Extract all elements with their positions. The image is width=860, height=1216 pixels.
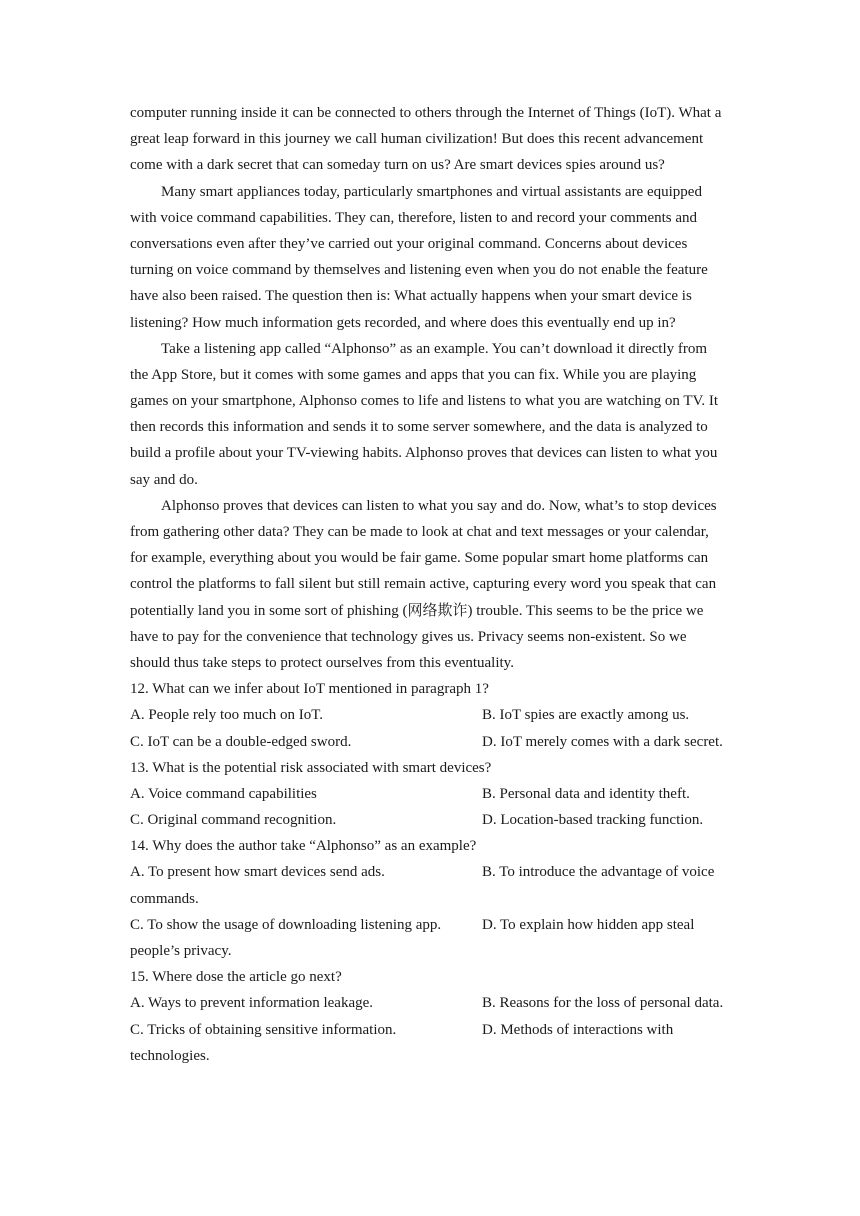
text-line: games on your smartphone, Alphonso comes to life and listens to what you are watching on TV. It	[130, 393, 719, 410]
text-line: from gathering other data? They can be made to look at chat and text messages or your calendar,	[130, 524, 709, 540]
option-d-continued: people’s privacy.	[130, 943, 232, 959]
text-line: Many smart appliances today, particularly smartphones and virtual assistants are equipped	[161, 183, 702, 200]
options-row	[130, 702, 730, 728]
option-a: A. Ways to prevent information leakage.	[130, 995, 374, 1012]
text-line: come with a dark secret that can someday turn on us? Are smart devices spies around us?	[130, 157, 665, 174]
paragraph-3	[130, 336, 730, 493]
question-stem: 15. Where dose the article go next?	[130, 969, 342, 986]
text-line: potentially land you in some sort of phishing (网络欺诈) trouble. This seems to be the price we	[130, 602, 704, 619]
question-12	[130, 676, 730, 755]
question-stem: 13. What is the potential risk associated with smart devices?	[130, 759, 492, 776]
option-c: C. Tricks of obtaining sensitive information.	[130, 1021, 397, 1038]
text-line: turning on voice command by themselves and listening even when you do not enable the feature	[130, 262, 708, 279]
option-a: A. Voice command capabilities	[130, 785, 317, 802]
text-line: control the platforms to fall silent but still remain active, capturing every word you speak that can	[130, 576, 717, 593]
question-stem: 14. Why does the author take “Alphonso” as an example?	[130, 838, 477, 855]
option-b: B. To introduce the advantage of voice	[482, 864, 715, 881]
option-d-continued: technologies.	[130, 1047, 210, 1064]
text-line: the App Store, but it comes with some games and apps that you can fix. While you are playing	[130, 366, 697, 383]
question-14	[130, 833, 730, 964]
options-row	[130, 807, 730, 833]
text-line: conversations even after they’ve carried out your original command. Concerns about devices	[130, 235, 688, 252]
text-line: then records this information and sends it to some server somewhere, and the data is analyzed to	[130, 419, 708, 436]
text-line: have to pay for the convenience that technology gives us. Privacy seems non-existent. So we	[130, 628, 687, 645]
options-row	[130, 859, 730, 885]
question-15	[130, 964, 730, 1069]
text-line: Take a listening app called “Alphonso” as an example. You can’t download it directly from	[161, 340, 708, 357]
options-row	[130, 912, 730, 938]
text-line: computer running inside it can be connected to others through the Internet of Things (IoT). What a	[130, 105, 722, 121]
question-stem: 12. What can we infer about IoT mentioned in paragraph 1?	[130, 681, 489, 698]
option-d: D. Methods of interactions with	[482, 1021, 674, 1038]
options-row	[130, 990, 730, 1016]
option-d: D. IoT merely comes with a dark secret.	[482, 733, 723, 750]
option-a: A. To present how smart devices send ads.	[130, 864, 385, 881]
options-row	[130, 781, 730, 807]
option-b: B. Personal data and identity theft.	[482, 785, 690, 802]
option-c: C. Original command recognition.	[130, 812, 337, 829]
option-c: C. To show the usage of downloading listening app.	[130, 916, 442, 933]
text-line: build a profile about your TV-viewing habits. Alphonso proves that devices can listen to what you	[130, 445, 718, 462]
text-line: great leap forward in this journey we call human civilization! But does this recent advancement	[130, 131, 704, 148]
option-a: A. People rely too much on IoT.	[130, 707, 324, 724]
text-line: say and do.	[130, 471, 198, 488]
text-line: listening? How much information gets recorded, and where does this eventually end up in?	[130, 314, 676, 331]
text-line: for example, everything about you would be fair game. Some popular smart home platforms can	[130, 550, 709, 567]
option-b: B. IoT spies are exactly among us.	[482, 707, 690, 724]
option-d: D. Location-based tracking function.	[482, 812, 704, 829]
paragraph-2	[130, 179, 730, 336]
option-b-continued: commands.	[130, 890, 199, 907]
option-c: C. IoT can be a double-edged sword.	[130, 733, 352, 750]
text-line: should thus take steps to protect ourselves from this eventuality.	[130, 654, 514, 671]
option-b: B. Reasons for the loss of personal data.	[482, 995, 724, 1012]
text-line: have also been raised. The question then is: What actually happens when your smart device is	[130, 288, 692, 305]
question-13	[130, 755, 730, 834]
options-row	[130, 729, 730, 755]
options-row	[130, 1017, 730, 1043]
text-line: with voice command capabilities. They can, therefore, listen to and record your comments and	[130, 209, 698, 226]
paragraph-4	[130, 493, 730, 676]
text-line: Alphonso proves that devices can listen to what you say and do. Now, what’s to stop devices	[161, 497, 717, 514]
paragraph-1	[130, 100, 730, 179]
option-d: D. To explain how hidden app steal	[482, 916, 695, 933]
